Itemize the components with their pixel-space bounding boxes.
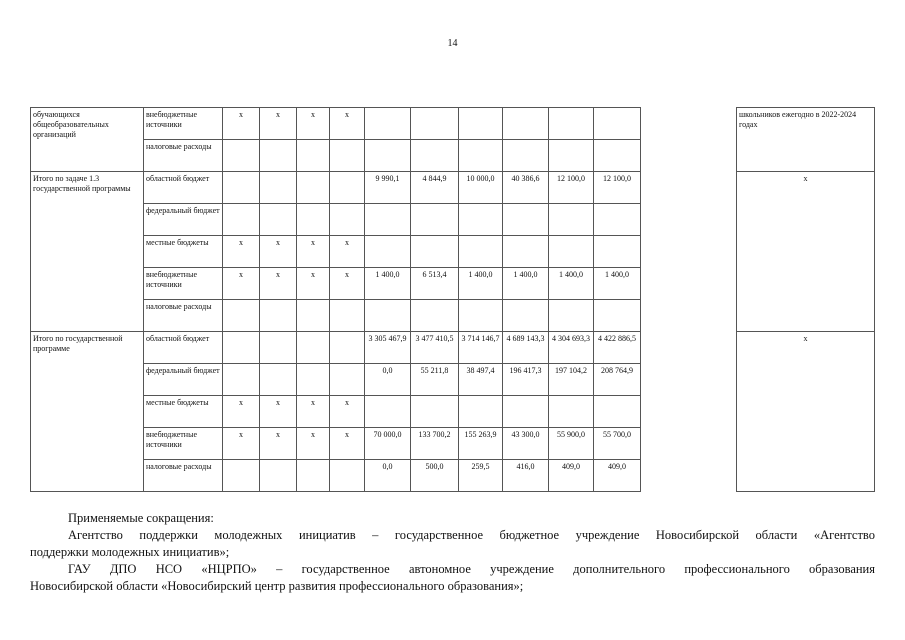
value-cell (365, 236, 411, 268)
value-cell: 1 400,0 (594, 268, 641, 300)
value-cell: 1 400,0 (365, 268, 411, 300)
source-cell: местные бюджеты (144, 236, 223, 268)
note-cell: школьников ежегодно в 2022-2024 годах (737, 108, 875, 172)
footnote-agency-line1: Агентство поддержки молодежных инициатив – государственное бюджетное учреждение Новосибирской области «Агентство (68, 528, 875, 542)
source-cell: областной бюджет (144, 172, 223, 204)
spacer-cell (641, 172, 737, 332)
mark-cell (330, 172, 365, 204)
value-cell (459, 108, 503, 140)
value-cell: 4 844,9 (411, 172, 459, 204)
value-cell (459, 300, 503, 332)
value-cell: 55 211,8 (411, 364, 459, 396)
value-cell (594, 204, 641, 236)
value-cell: 1 400,0 (503, 268, 549, 300)
value-cell: 500,0 (411, 460, 459, 492)
mark-cell (260, 300, 297, 332)
value-cell (459, 236, 503, 268)
mark-cell: x (223, 236, 260, 268)
mark-cell: x (330, 396, 365, 428)
mark-cell (297, 332, 330, 364)
mark-cell (223, 332, 260, 364)
mark-cell (260, 364, 297, 396)
mark-cell (223, 172, 260, 204)
mark-cell (223, 364, 260, 396)
footnote-gau-line2: Новосибирской области «Новосибирский центр развития профессионального образования»; (30, 579, 524, 593)
value-cell (549, 236, 594, 268)
value-cell: 70 000,0 (365, 428, 411, 460)
page-number: 14 (447, 38, 458, 49)
value-cell (365, 140, 411, 172)
value-cell: 4 689 143,3 (503, 332, 549, 364)
mark-cell (260, 140, 297, 172)
value-cell: 155 263,9 (459, 428, 503, 460)
budget-table (30, 107, 875, 492)
value-cell (459, 396, 503, 428)
mark-cell (260, 460, 297, 492)
mark-cell (260, 332, 297, 364)
section-cell: обучающихся общеобразовательных организаций (31, 108, 144, 172)
value-cell (503, 204, 549, 236)
mark-cell: x (297, 428, 330, 460)
mark-cell: x (330, 236, 365, 268)
spacer-cell (641, 108, 737, 172)
value-cell (594, 396, 641, 428)
source-cell: областной бюджет (144, 332, 223, 364)
mark-cell (330, 364, 365, 396)
value-cell (503, 108, 549, 140)
note-cell: x (737, 332, 875, 492)
table-row (31, 108, 875, 140)
source-cell: налоговые расходы (144, 460, 223, 492)
value-cell (594, 300, 641, 332)
value-cell (459, 140, 503, 172)
source-cell: внебюджетные источники (144, 268, 223, 300)
mark-cell (330, 460, 365, 492)
mark-cell (297, 204, 330, 236)
value-cell (503, 236, 549, 268)
value-cell: 1 400,0 (459, 268, 503, 300)
value-cell: 3 714 146,7 (459, 332, 503, 364)
value-cell: 12 100,0 (549, 172, 594, 204)
value-cell (549, 300, 594, 332)
note-cell: x (737, 172, 875, 332)
value-cell (411, 300, 459, 332)
value-cell: 12 100,0 (594, 172, 641, 204)
mark-cell (260, 172, 297, 204)
mark-cell (223, 460, 260, 492)
value-cell: 416,0 (503, 460, 549, 492)
mark-cell: x (297, 236, 330, 268)
value-cell: 55 700,0 (594, 428, 641, 460)
mark-cell (297, 140, 330, 172)
mark-cell (223, 300, 260, 332)
value-cell: 0,0 (365, 460, 411, 492)
value-cell: 4 422 886,5 (594, 332, 641, 364)
mark-cell: x (223, 108, 260, 140)
value-cell: 1 400,0 (549, 268, 594, 300)
mark-cell (330, 140, 365, 172)
value-cell: 3 305 467,9 (365, 332, 411, 364)
mark-cell: x (297, 268, 330, 300)
value-cell (365, 396, 411, 428)
source-cell: внебюджетные источники (144, 428, 223, 460)
value-cell: 9 990,1 (365, 172, 411, 204)
value-cell (594, 236, 641, 268)
mark-cell (260, 204, 297, 236)
abbreviations-heading: Применяемые сокращения: (68, 511, 214, 525)
section-cell: Итого по задаче 1.3 государственной программы (31, 172, 144, 332)
value-cell (411, 108, 459, 140)
value-cell (594, 140, 641, 172)
value-cell (503, 396, 549, 428)
section-cell: Итого по государственной программе (31, 332, 144, 492)
source-cell: внебюджетные источники (144, 108, 223, 140)
mark-cell: x (260, 236, 297, 268)
value-cell (365, 204, 411, 236)
value-cell (365, 300, 411, 332)
mark-cell (330, 300, 365, 332)
value-cell (503, 140, 549, 172)
value-cell: 208 764,9 (594, 364, 641, 396)
table-body (31, 108, 875, 492)
value-cell: 0,0 (365, 364, 411, 396)
value-cell: 55 900,0 (549, 428, 594, 460)
table-row (31, 332, 875, 364)
source-cell: федеральный бюджет (144, 204, 223, 236)
spacer-cell (641, 332, 737, 492)
mark-cell: x (330, 268, 365, 300)
value-cell (549, 108, 594, 140)
value-cell (459, 204, 503, 236)
mark-cell: x (260, 396, 297, 428)
source-cell: налоговые расходы (144, 140, 223, 172)
value-cell: 197 104,2 (549, 364, 594, 396)
mark-cell (330, 332, 365, 364)
value-cell: 196 417,3 (503, 364, 549, 396)
value-cell: 40 386,6 (503, 172, 549, 204)
value-cell: 38 497,4 (459, 364, 503, 396)
mark-cell: x (330, 108, 365, 140)
mark-cell (330, 204, 365, 236)
footnote-gau-line1: ГАУ ДПО НСО «НЦРПО» – государственное автономное учреждение дополнительного профессионального образования (68, 562, 875, 576)
mark-cell: x (260, 268, 297, 300)
mark-cell: x (297, 108, 330, 140)
mark-cell: x (223, 428, 260, 460)
value-cell: 133 700,2 (411, 428, 459, 460)
value-cell: 3 477 410,5 (411, 332, 459, 364)
value-cell (411, 396, 459, 428)
value-cell: 43 300,0 (503, 428, 549, 460)
mark-cell: x (223, 396, 260, 428)
value-cell: 409,0 (594, 460, 641, 492)
table-row (31, 172, 875, 204)
value-cell: 409,0 (549, 460, 594, 492)
mark-cell (297, 300, 330, 332)
mark-cell (297, 364, 330, 396)
value-cell (549, 140, 594, 172)
value-cell (411, 140, 459, 172)
value-cell (411, 236, 459, 268)
mark-cell: x (260, 108, 297, 140)
source-cell: федеральный бюджет (144, 364, 223, 396)
value-cell (549, 396, 594, 428)
mark-cell: x (297, 396, 330, 428)
value-cell: 4 304 693,3 (549, 332, 594, 364)
value-cell: 10 000,0 (459, 172, 503, 204)
footnotes (30, 510, 875, 595)
value-cell (365, 108, 411, 140)
value-cell: 6 513,4 (411, 268, 459, 300)
source-cell: налоговые расходы (144, 300, 223, 332)
mark-cell: x (260, 428, 297, 460)
mark-cell (297, 172, 330, 204)
value-cell (503, 300, 549, 332)
mark-cell: x (330, 428, 365, 460)
value-cell (549, 204, 594, 236)
mark-cell (223, 140, 260, 172)
footnote-agency-line2: поддержки молодежных инициатив»; (30, 545, 230, 559)
mark-cell (223, 204, 260, 236)
value-cell: 259,5 (459, 460, 503, 492)
mark-cell (297, 460, 330, 492)
mark-cell: x (223, 268, 260, 300)
value-cell (594, 108, 641, 140)
source-cell: местные бюджеты (144, 396, 223, 428)
value-cell (411, 204, 459, 236)
